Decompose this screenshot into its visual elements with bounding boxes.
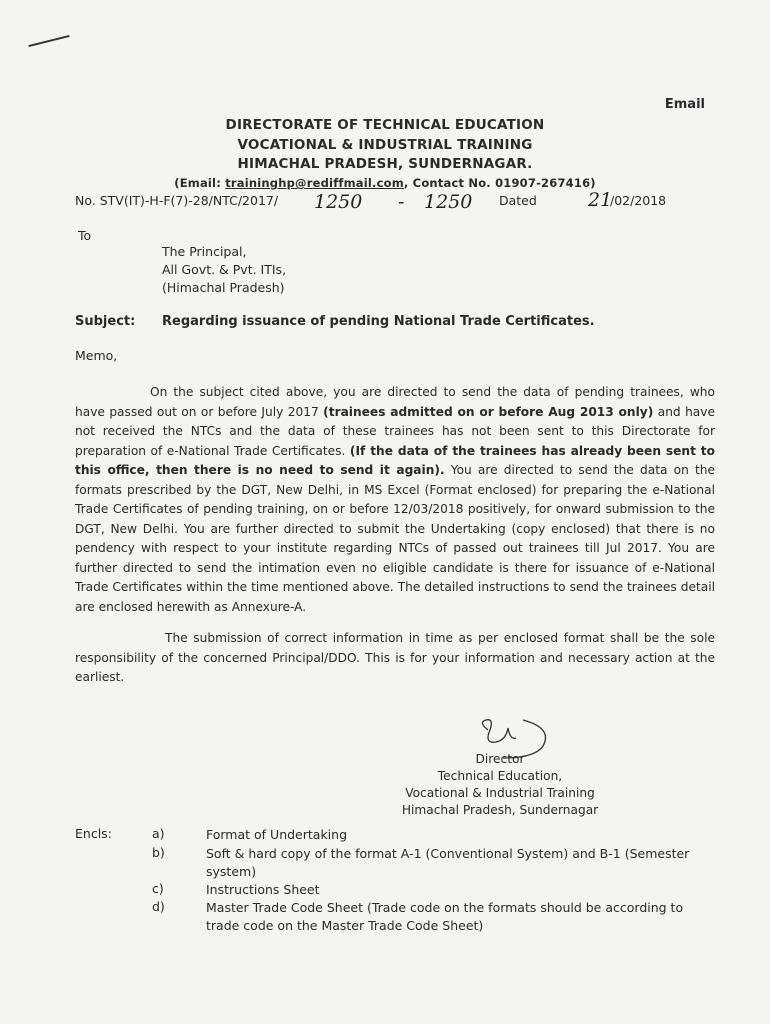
handwritten-dispatch-from: 1250 bbox=[314, 191, 363, 213]
body-paragraph-1: On the subject cited above, you are directed to send the data of pending trainees, who have passed out on or before July 2017 (trainees admitted on or before Aug 2013 only) and have not received the NTCs and the data of these trainees has not been sent to this Directorate for preparation of e-National Trade Certificates. (If the data of the trainees has already been sent to this office, then there is no need to send it again). You are directed to send the data on the formats prescribed by the DGT, New Delhi, in MS Excel (Format enclosed) for preparing the e-National Trade Certificates of pending training, on or before 12/03/2018 positively, for onward submission to the DGT, New Delhi. You are further directed to submit the Undertaking (copy enclosed) that there is no pendency with respect to your institute regarding NTCs of passed out trainees till Jul 2017. You are further directed to send the intimation even no eligible candidate is there for issuance of e-National Trade Certificates within the time mentioned above. The detailed instructions to send the trainees detail are enclosed herewith as Annexure-A. bbox=[75, 385, 715, 614]
already-sent-note: (If the data of the trainees has already been sent to this office, then there is no need to send it again). bbox=[75, 443, 715, 477]
letterhead-line-1: DIRECTORATE OF TECHNICAL EDUCATION bbox=[225, 117, 545, 133]
enclosure-letter: d) bbox=[152, 899, 165, 914]
enclosure-item: Master Trade Code Sheet (Trade code on the formats should be according to trade code on the Master Trade Code Sheet) bbox=[206, 900, 684, 933]
dated-label: Dated bbox=[499, 193, 537, 208]
letterhead-line-2: VOCATIONAL & INDUSTRIAL TRAINING bbox=[237, 137, 533, 153]
email-note: Email bbox=[664, 97, 705, 112]
enclosure-letter: a) bbox=[152, 826, 165, 841]
recipient-line-2: All Govt. & Pvt. ITIs, bbox=[162, 262, 287, 277]
enclosure-letter: c) bbox=[152, 881, 164, 896]
admission-note: (trainees admitted on or before Aug 2013 only) bbox=[323, 404, 654, 419]
memo-label: Memo, bbox=[75, 348, 118, 363]
email-link[interactable]: traininghp@rediffmail.com bbox=[225, 176, 404, 190]
body-paragraph-2: The submission of correct information in time as per enclosed format shall be the sole responsibility of the concerned Principal/DDO. This is for your information and necessary action at the earliest. bbox=[75, 631, 715, 684]
enclosure-item: Instructions Sheet bbox=[206, 882, 320, 897]
recipient-line-1: The Principal, bbox=[162, 244, 247, 259]
subject-text: Regarding issuance of pending National Trade Certificates. bbox=[162, 314, 595, 329]
enclosure-letter: b) bbox=[152, 845, 165, 860]
handwritten-dispatch-to: 1250 bbox=[424, 191, 473, 213]
contact-number: , Contact No. 01907-267416) bbox=[403, 176, 596, 190]
enclosure-item: Soft & hard copy of the format A-1 (Conventional System) and B-1 (Semester system) bbox=[206, 846, 690, 879]
handwritten-dash: - bbox=[398, 191, 405, 213]
signature-line-4: Himachal Pradesh, Sundernagar bbox=[401, 803, 599, 817]
date-month-year: /02/2018 bbox=[610, 193, 667, 208]
enclosures-label: Encls: bbox=[75, 826, 112, 841]
letterhead-contact bbox=[0, 176, 770, 190]
recipient-line-3: (Himachal Pradesh) bbox=[162, 280, 285, 295]
enclosure-item: Format of Undertaking bbox=[206, 827, 348, 842]
handwritten-day: 21 bbox=[588, 189, 613, 211]
subject-label: Subject: bbox=[75, 314, 136, 329]
letterhead-line-3: HIMACHAL PRADESH, SUNDERNAGAR. bbox=[237, 156, 533, 172]
signature-line-2: Technical Education, bbox=[437, 769, 563, 783]
reference-number: No. STV(IT)-H-F(7)-28/NTC/2017/ bbox=[75, 193, 279, 208]
email-prefix: (Email: bbox=[174, 176, 226, 190]
signature-block bbox=[380, 751, 620, 819]
pen-stroke-mark bbox=[28, 35, 69, 47]
to-label: To bbox=[78, 228, 92, 243]
signature-title: Director bbox=[475, 752, 525, 766]
signature-line-3: Vocational & Industrial Training bbox=[405, 786, 595, 800]
